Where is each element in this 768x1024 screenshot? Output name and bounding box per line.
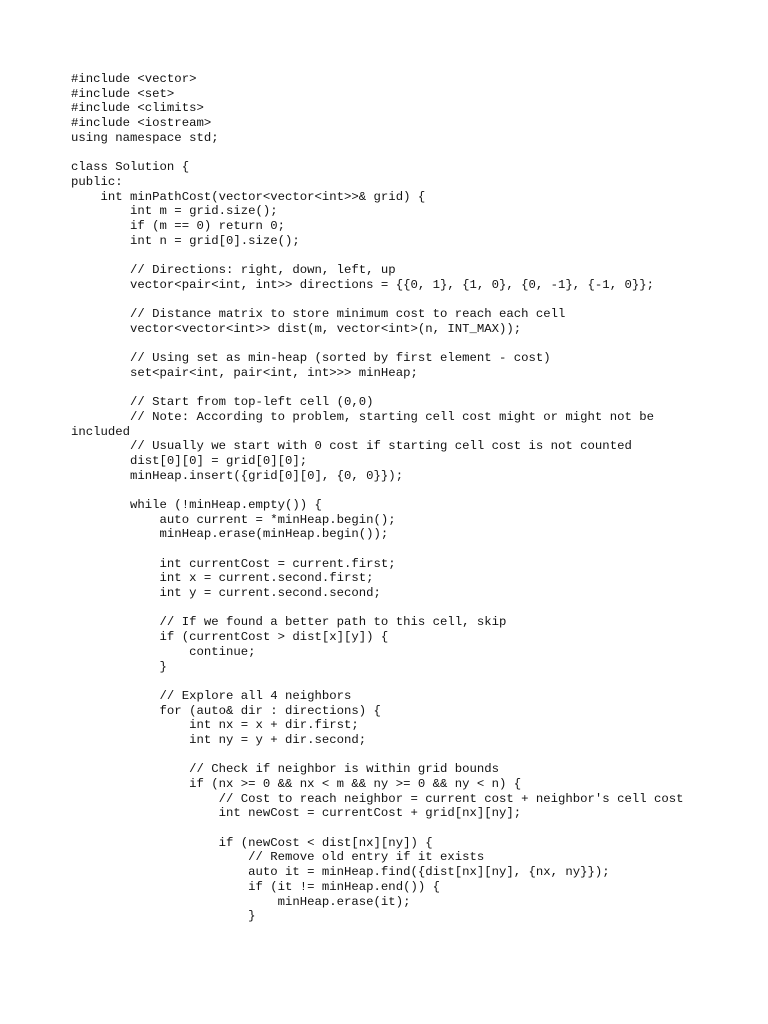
code-line: int minPathCost(vector<vector<int>>& grid) { (71, 189, 426, 204)
code-line: if (nx >= 0 && nx < m && ny >= 0 && ny < n) { (71, 777, 522, 791)
code-line: included (71, 424, 131, 439)
code-line: // Note: According to problem, starting cell cost might or might not be (71, 409, 654, 424)
code-line (71, 248, 751, 263)
code-line: // Using set as min-heap (sorted by first element - cost) (71, 351, 551, 366)
code-line: // Remove old entry if it exists (71, 850, 485, 865)
code-line (71, 336, 751, 351)
code-line: } (71, 659, 167, 674)
code-line: continue; (71, 644, 256, 659)
code-line: set<pair<int, pair<int, int>>> minHeap; (71, 365, 418, 380)
code-line: #include <vector> (71, 72, 197, 86)
code-line: #include <set> (71, 86, 175, 101)
code-line (71, 483, 751, 498)
code-line: #include <iostream> (71, 116, 212, 131)
code-line: int currentCost = current.first; (71, 556, 396, 571)
code-line: class Solution { (71, 160, 190, 175)
code-line: // Distance matrix to store minimum cost to reach each cell (71, 307, 566, 321)
code-line: // Cost to reach neighbor = current cost + neighbor's cell cost (71, 791, 684, 806)
code-line: minHeap.insert({grid[0][0], {0, 0}}); (71, 468, 404, 483)
code-line: int newCost = currentCost + grid[nx][ny]; (71, 806, 522, 821)
code-line: } (71, 909, 256, 924)
code-line (71, 748, 751, 763)
code-line: int ny = y + dir.second; (71, 732, 367, 747)
code-line: int x = current.second.first; (71, 571, 374, 586)
code-line: if (it != minHeap.end()) { (71, 879, 440, 894)
code-line: if (newCost < dist[nx][ny]) { (71, 835, 433, 850)
code-line: int y = current.second.second; (71, 586, 381, 601)
code-line: int nx = x + dir.first; (71, 718, 359, 733)
code-line: if (currentCost > dist[x][y]) { (71, 630, 389, 645)
code-line: // Directions: right, down, left, up (71, 262, 396, 277)
code-line: int n = grid[0].size(); (71, 233, 300, 248)
code-line: // If we found a better path to this cell, skip (71, 615, 507, 630)
code-line: auto current = *minHeap.begin(); (71, 512, 396, 527)
code-line: vector<pair<int, int>> directions = {{0, 1}, {1, 0}, {0, -1}, {-1, 0}}; (71, 277, 654, 292)
code-line: auto it = minHeap.find({dist[nx][ny], {nx, ny}}); (71, 865, 610, 880)
code-line: dist[0][0] = grid[0][0]; (71, 453, 308, 468)
code-line (71, 145, 751, 160)
code-line: while (!minHeap.empty()) { (71, 497, 322, 512)
code-line: public: (71, 174, 123, 189)
code-line: using namespace std; (71, 130, 219, 145)
code-line: // Start from top-left cell (0,0) (71, 395, 374, 410)
code-line: vector<vector<int>> dist(m, vector<int>(n, INT_MAX)); (71, 321, 522, 336)
code-line: // Usually we start with 0 cost if starting cell cost is not counted (71, 439, 632, 454)
code-line (71, 674, 751, 689)
code-line (71, 292, 751, 307)
code-line: minHeap.erase(it); (71, 894, 411, 909)
code-line: minHeap.erase(minHeap.begin()); (71, 527, 389, 542)
code-line: // Check if neighbor is within grid bounds (71, 762, 500, 777)
code-line: if (m == 0) return 0; (71, 218, 286, 233)
code-block (71, 72, 751, 924)
code-line: int m = grid.size(); (71, 204, 278, 219)
code-line: // Explore all 4 neighbors (71, 688, 352, 703)
code-line (71, 380, 751, 395)
code-line (71, 601, 751, 616)
code-line: #include <climits> (71, 101, 204, 116)
code-line (71, 542, 751, 557)
code-line: for (auto& dir : directions) { (71, 703, 381, 718)
code-line (71, 821, 751, 836)
